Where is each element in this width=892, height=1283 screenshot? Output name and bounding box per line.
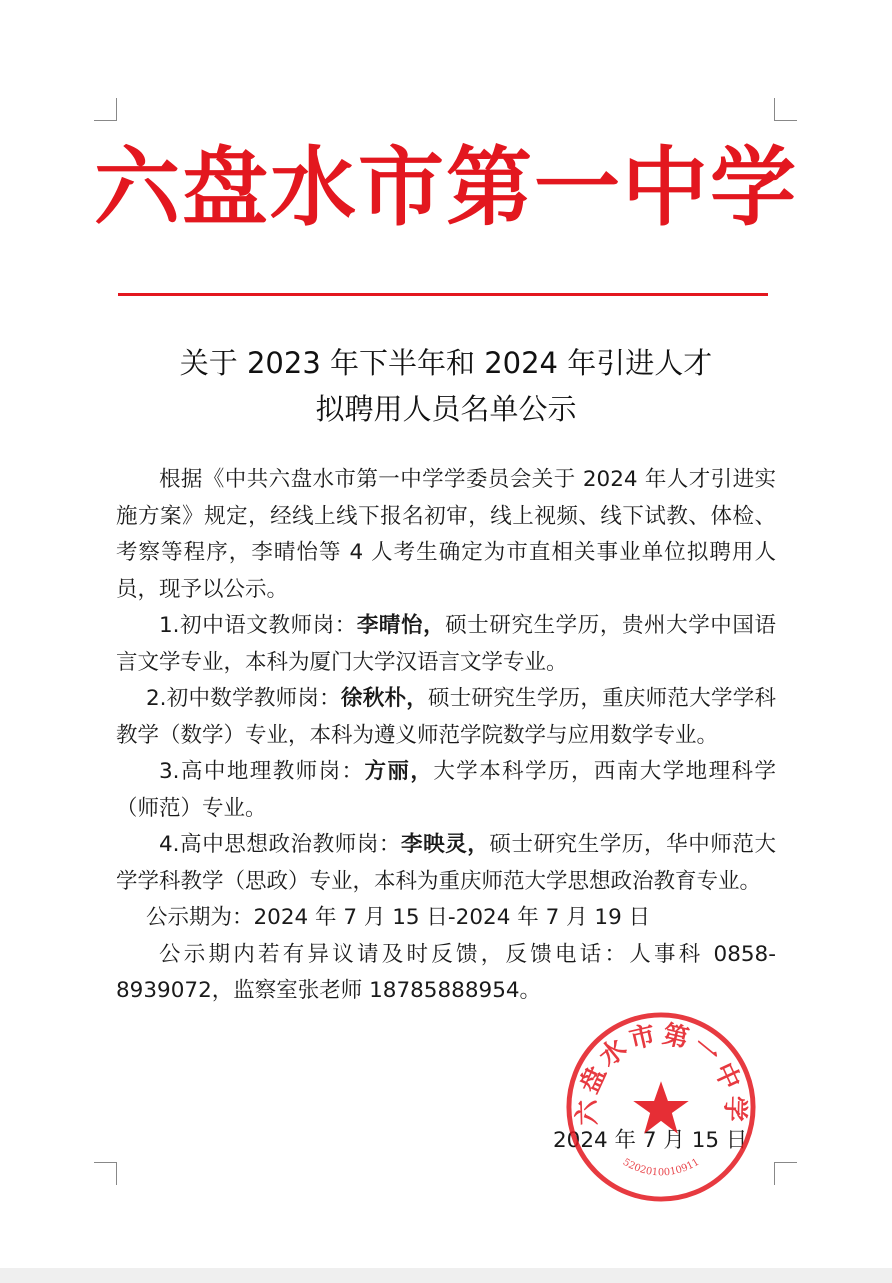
crop-mark-bottom-left	[94, 1162, 117, 1185]
position-item	[116, 827, 776, 900]
candidate-name: 李映灵，	[401, 832, 490, 857]
position-label: 1.初中语文教师岗：	[159, 613, 357, 638]
notice-body	[116, 462, 776, 1010]
crop-mark-top-left	[94, 98, 117, 121]
position-item	[116, 754, 776, 827]
candidate-detail: 大学本科学历，西南大学地理科学（师范）专业。	[116, 759, 776, 821]
red-divider	[118, 293, 768, 296]
candidate-detail: 硕士研究生学历，重庆师范大学学科教学（数学）专业，本科为遵义师范学院数学与应用数学专业。	[116, 686, 776, 748]
svg-text:5202010010911	[621, 1157, 702, 1179]
position-label: 2.初中数学教师岗：	[146, 686, 341, 711]
page-bottom-edge	[0, 1268, 892, 1283]
seal-text: 六盘水市第一中学	[572, 1019, 750, 1126]
publicity-period: 公示期为：2024 年 7 月 15 日-2024 年 7 月 19 日	[146, 905, 651, 930]
position-label: 3.高中地理教师岗：	[159, 759, 365, 784]
crop-mark-top-right	[774, 98, 797, 121]
position-item	[116, 608, 776, 681]
crop-mark-bottom-right	[774, 1162, 797, 1185]
feedback-paragraph: 公示期内若有异议请及时反馈，反馈电话：人事科 0858-8939072，监察室张老师 18785888954。	[116, 941, 776, 1003]
official-seal-icon	[562, 1008, 760, 1206]
candidate-name: 徐秋朴，	[340, 686, 428, 711]
title-line-2: 拟聘用人员名单公示	[315, 392, 577, 426]
intro-paragraph: 根据《中共六盘水市第一中学学委员会关于 2024 年人才引进实施方案》规定，经线上线下报名初审，线上视频、线下试教、体检、考察等程序，李晴怡等 4 人考生确定为市直相关事业单位拟聘用人员，现予以公示。	[116, 467, 776, 602]
school-masthead: 六盘水市第一中学	[94, 138, 798, 238]
seal-number: 5202010010911	[620, 1156, 702, 1179]
title-line-1: 关于 2023 年下半年和 2024 年引进人才	[179, 346, 713, 380]
position-label: 4.高中思想政治教师岗：	[159, 832, 402, 857]
notice-title	[0, 340, 892, 432]
issue-date: 2024 年 7 月 15 日	[553, 1128, 748, 1153]
candidate-detail: 硕士研究生学历，贵州大学中国语言文学专业，本科为厦门大学汉语言文学专业。	[116, 613, 776, 675]
candidate-name: 李晴怡，	[356, 613, 446, 638]
candidate-name: 方丽，	[364, 759, 434, 784]
candidate-detail: 硕士研究生学历，华中师范大学学科教学（思政）专业，本科为重庆师范大学思想政治教育专业。	[116, 832, 776, 894]
position-item	[116, 681, 776, 754]
